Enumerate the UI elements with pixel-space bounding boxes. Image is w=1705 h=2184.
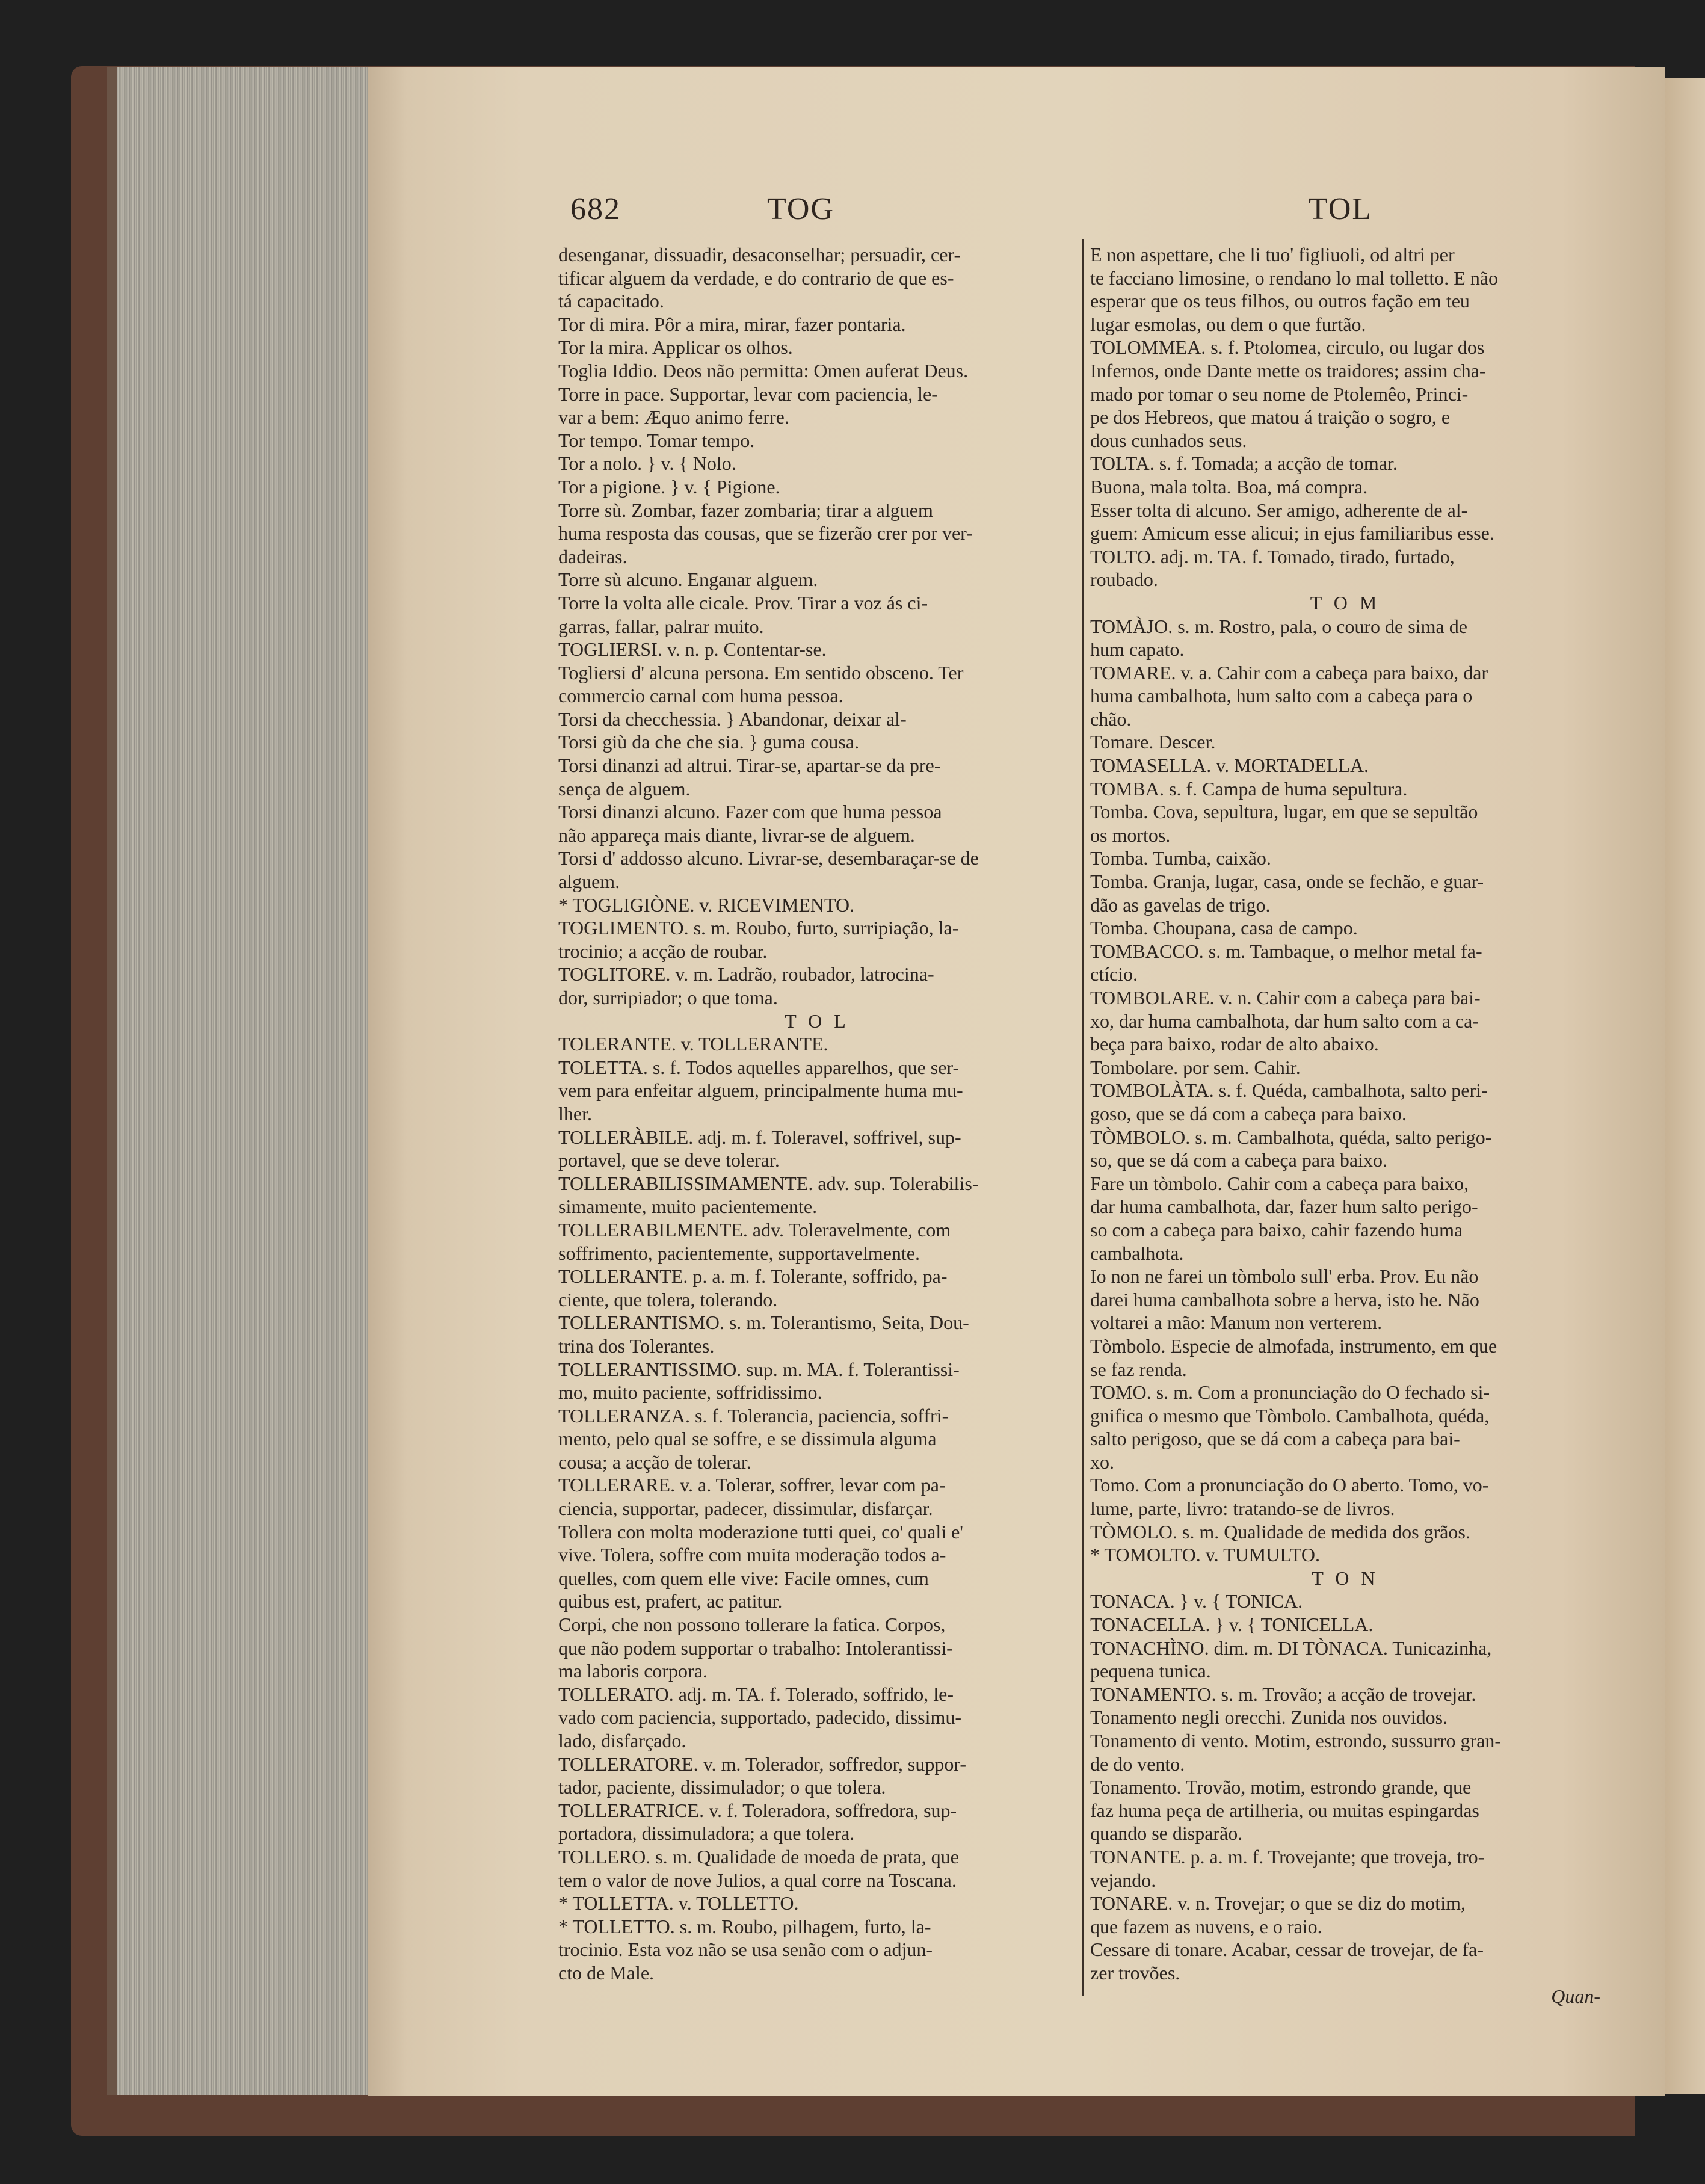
text-line: ciente, que tolera, tolerando. <box>558 1288 778 1310</box>
text-line: pequena tunica. <box>1090 1660 1211 1682</box>
text-line: so, que se dá com a cabeça para baixo. <box>1090 1149 1387 1171</box>
text-line: xo, dar huma cambalhota, dar hum salto com a ca- <box>1090 1010 1479 1032</box>
text-line: TONACELLA. } v. { TONICELLA. <box>1090 1614 1374 1636</box>
text-line: alguem. <box>558 871 620 893</box>
text-line: Torre in pace. Supportar, levar com paciencia, le- <box>558 383 938 405</box>
text-line: TOLLERATO. adj. m. TA. f. Tolerado, soffrido, le- <box>558 1683 954 1705</box>
text-line: * TOGLIGIÒNE. v. RICEVIMENTO. <box>558 893 855 916</box>
header-left: TOG <box>767 192 834 226</box>
text-line: quando se disparão. <box>1090 1822 1243 1845</box>
text-line: Tòmbolo. Especie de almofada, instrumento, em que <box>1090 1334 1497 1357</box>
text-line: TOLOMMEA. s. f. Ptolomea, circulo, ou lugar dos <box>1090 336 1485 359</box>
text-line: TOMO. s. m. Com a pronunciação do O fechado si- <box>1090 1381 1490 1404</box>
text-line: TOLLERARE. v. a. Tolerar, soffrer, levar com pa- <box>558 1474 946 1496</box>
text-line: darei huma cambalhota sobre a herva, isto he. Não <box>1090 1288 1479 1310</box>
text-line: Torsi d' addosso alcuno. Livrar-se, desembaraçar-se de <box>558 847 979 869</box>
text-line: Tomba. Cova, sepultura, lugar, em que se sepultão <box>1090 801 1478 823</box>
text-line: huma cambalhota, hum salto com a cabeça para o <box>1090 685 1473 707</box>
text-line: goso, que se dá com a cabeça para baixo. <box>1090 1102 1407 1124</box>
text-line: pe dos Hebreos, que matou á traição o sogro, e <box>1090 406 1451 428</box>
text-line: Tonamento. Trovão, motim, estrondo grande, que <box>1090 1776 1472 1798</box>
text-line: vive. Tolera, soffre com muita moderação todos a- <box>558 1544 946 1566</box>
text-line: trocinio. Esta voz não se usa senão com o adjun- <box>558 1939 933 1961</box>
text-line: guem: Amicum esse alicui; in ejus familiaribus esse. <box>1090 522 1494 544</box>
text-line: de do vento. <box>1090 1753 1185 1775</box>
text-line: Torre la volta alle cicale. Prov. Tirar a voz ás ci- <box>558 591 928 614</box>
text-line: TÒMBOLO. s. m. Cambalhota, quéda, salto perigo- <box>1090 1126 1492 1148</box>
text-line: se faz renda. <box>1090 1358 1187 1380</box>
text-line: TOMBACCO. s. m. Tambaque, o melhor metal fa- <box>1090 940 1482 962</box>
text-line: TOLETTA. s. f. Todos aquelles apparelhos, que ser- <box>558 1056 960 1078</box>
text-line: chão. <box>1090 708 1132 730</box>
text-line: dadeiras. <box>558 545 627 567</box>
text-line: roubado. <box>1090 569 1158 591</box>
text-line: E non aspettare, che li tuo' figliuoli, od altri per <box>1090 244 1455 265</box>
text-line: Tomba. Granja, lugar, casa, onde se fechão, e guar- <box>1090 871 1484 893</box>
text-line: gnifica o mesmo que Tòmbolo. Cambalhota, quéda, <box>1090 1404 1490 1427</box>
text-line: TONACHÌNO. dim. m. DI TÒNACA. Tunicazinha, <box>1090 1636 1492 1659</box>
text-line: Io non ne farei un tòmbolo sull' erba. Prov. Eu não <box>1090 1265 1479 1288</box>
text-line: os mortos. <box>1090 824 1171 846</box>
text-line: TOLLERANTISSIMO. sup. m. MA. f. Tolerantissi- <box>558 1358 960 1380</box>
text-line: ctício. <box>1090 963 1138 986</box>
text-line: vejando. <box>1090 1869 1156 1891</box>
text-line: Torsi giù da che che sia. } guma cousa. <box>558 731 860 753</box>
text-line: desenganar, dissuadir, desaconselhar; persuadir, cer- <box>558 244 961 265</box>
text-line: TOLERANTE. v. TOLLERANTE. <box>558 1033 828 1055</box>
text-line: que fazem as nuvens, e o raio. <box>1090 1915 1322 1937</box>
page-edges <box>107 67 381 2095</box>
text-line: que não podem supportar o trabalho: Intolerantissi- <box>558 1636 953 1659</box>
text-line: TOLLERANZA. s. f. Tolerancia, paciencia, soffri- <box>558 1404 949 1427</box>
text-line: salto perigoso, que se dá com a cabeça para bai- <box>1090 1428 1460 1450</box>
text-line: TOLLERANTISMO. s. m. Tolerantismo, Seita, Dou- <box>558 1312 969 1334</box>
text-line: tá capacitado. <box>558 290 664 312</box>
text-line: tificar alguem da verdade, e do contrario de que es- <box>558 267 954 289</box>
text-line: garras, fallar, palrar muito. <box>558 615 764 637</box>
text-line: portavel, que se deve tolerar. <box>558 1149 780 1171</box>
text-line: mo, muito paciente, soffridissimo. <box>558 1381 822 1404</box>
text-line: xo. <box>1090 1451 1114 1473</box>
text-line: Tollera con molta moderazione tutti quei, co' quali e' <box>558 1520 964 1543</box>
text-line: Fare un tòmbolo. Cahir com a cabeça para baixo, <box>1090 1172 1469 1194</box>
text-line: * TOLLETTA. v. TOLLETTO. <box>558 1892 799 1914</box>
text-line: TOLTO. adj. m. TA. f. Tomado, tirado, furtado, <box>1090 545 1455 567</box>
text-line: lher. <box>558 1102 592 1124</box>
text-line: ma laboris corpora. <box>558 1660 708 1682</box>
text-line: mado por tomar o seu nome de Ptolemêo, Princi- <box>1090 383 1469 405</box>
text-line: T O N <box>1312 1567 1379 1589</box>
text-line: * TOLLETTO. s. m. Roubo, pilhagem, furto, la- <box>558 1915 931 1937</box>
text-line: Toglia Iddio. Deos não permitta: Omen auferat Deus. <box>558 359 969 381</box>
left-column <box>558 243 1076 1985</box>
text-line: Tombolare. por sem. Cahir. <box>1090 1056 1301 1078</box>
text-line: dous cunhados seus. <box>1090 429 1247 451</box>
text-line: simamente, muito pacientemente. <box>558 1195 818 1218</box>
facing-page-edge <box>1665 78 1705 2094</box>
text-line: dor, surripiador; o que toma. <box>558 987 778 1008</box>
text-line: lado, disfarçado. <box>558 1730 686 1751</box>
text-line: Torre sù. Zombar, fazer zombaria; tirar a alguem <box>558 499 933 521</box>
text-line: TONACA. } v. { TONICA. <box>1090 1590 1303 1612</box>
text-line: TONANTE. p. a. m. f. Trovejante; que troveja, tro- <box>1090 1845 1485 1868</box>
text-line: TOLLERATRICE. v. f. Toleradora, soffredora, sup- <box>558 1799 957 1821</box>
text-line: TOLLERABILISSIMAMENTE. adv. sup. Tolerabilis- <box>558 1172 979 1194</box>
text-line: quibus est, prafert, ac patitur. <box>558 1590 783 1612</box>
text-line: Infernos, onde Dante mette os traidores; assim cha- <box>1090 359 1486 381</box>
text-line: trina dos Tolerantes. <box>558 1334 715 1357</box>
text-line: Tor tempo. Tomar tempo. <box>558 429 755 451</box>
text-line: ciencia, supportar, padecer, dissimular, disfarçar. <box>558 1498 933 1520</box>
text-line: soffrimento, pacientemente, supportavelmente. <box>558 1242 920 1264</box>
text-line: Quan- <box>1551 1985 1600 2007</box>
text-line: dão as gavelas de trigo. <box>1090 893 1271 916</box>
text-line: vem para enfeitar alguem, principalmente huma mu- <box>558 1079 963 1102</box>
text-line: lume, parte, livro: tratando-se de livros. <box>1090 1498 1395 1520</box>
text-line: Tor a pigione. } v. { Pigione. <box>558 475 780 498</box>
text-line: Tor di mira. Pôr a mira, mirar, fazer pontaria. <box>558 313 906 335</box>
text-line: faz huma peça de artilheria, ou muitas espingardas <box>1090 1799 1479 1821</box>
text-line: sença de alguem. <box>558 777 691 800</box>
text-line: TOLTA. s. f. Tomada; a acção de tomar. <box>1090 452 1398 475</box>
text-line: vado com paciencia, supportado, padecido, dissimu- <box>558 1706 962 1729</box>
text-line: zer trovões. <box>1090 1961 1180 1984</box>
text-line: TOMBOLARE. v. n. Cahir com a cabeça para bai- <box>1090 987 1481 1008</box>
text-line: voltarei a mão: Manum non verterem. <box>1090 1312 1383 1334</box>
text-line: var a bem: Æquo animo ferre. <box>558 406 789 428</box>
column-divider <box>1082 239 1084 1996</box>
text-line: Torsi dinanzi ad altrui. Tirar-se, apartar-se da pre- <box>558 754 941 777</box>
text-line: TOLLERÀBILE. adj. m. f. Toleravel, soffrivel, sup- <box>558 1126 961 1148</box>
right-column <box>1090 243 1600 2008</box>
text-line: Tor la mira. Applicar os olhos. <box>558 336 793 359</box>
text-line: dar huma cambalhota, dar, fazer hum salto perigo- <box>1090 1195 1478 1218</box>
text-line: TOGLITORE. v. m. Ladrão, roubador, latrocina- <box>558 963 934 986</box>
text-line: Tonamento negli orecchi. Zunida nos ouvidos. <box>1090 1706 1448 1729</box>
text-line: TÒMOLO. s. m. Qualidade de medida dos grãos. <box>1090 1520 1470 1543</box>
page-number: 682 <box>570 192 621 226</box>
text-line: TOLLERATORE. v. m. Tolerador, soffredor, suppor- <box>558 1753 967 1775</box>
text-line: cto de Male. <box>558 1961 655 1984</box>
text-line: commercio carnal com huma pessoa. <box>558 685 843 707</box>
header-right: TOL <box>1309 192 1373 226</box>
text-line: quelles, com quem elle vive: Facile omnes, cum <box>558 1567 929 1589</box>
text-line: TOLLERABILMENTE. adv. Toleravelmente, com <box>558 1218 951 1241</box>
text-line: Torsi da checchessia. } Abandonar, deixar al- <box>558 708 907 730</box>
text-line: Esser tolta di alcuno. Ser amigo, adherente de al- <box>1090 499 1468 521</box>
text-line: huma resposta das cousas, que se fizerão crer por ver- <box>558 522 973 544</box>
text-line: beça para baixo, rodar de alto abaixo. <box>1090 1033 1379 1055</box>
text-line: Tomare. Descer. <box>1090 731 1216 753</box>
text-line: cousa; a acção de tolerar. <box>558 1451 751 1473</box>
text-line: * TOMOLTO. v. TUMULTO. <box>1090 1544 1320 1566</box>
text-line: TOMÀJO. s. m. Rostro, pala, o couro de sima de <box>1090 615 1467 637</box>
text-line: portadora, dissimuladora; a que tolera. <box>558 1822 855 1845</box>
text-line: TOMARE. v. a. Cahir com a cabeça para baixo, dar <box>1090 661 1488 683</box>
text-line: TONAMENTO. s. m. Trovão; a acção de trovejar. <box>1090 1683 1476 1705</box>
text-line: Cessare di tonare. Acabar, cessar de trovejar, de fa- <box>1090 1939 1484 1961</box>
text-line: Torsi dinanzi alcuno. Fazer com que huma pessoa <box>558 801 942 823</box>
text-line: Corpi, che non possono tollerare la fatica. Corpos, <box>558 1614 946 1636</box>
text-line: lugar esmolas, ou dem o que furtão. <box>1090 313 1366 335</box>
text-line: TONARE. v. n. Trovejar; o que se diz do motim, <box>1090 1892 1466 1914</box>
text-line: cambalhota. <box>1090 1242 1184 1264</box>
text-line: Tonamento di vento. Motim, estrondo, sussurro gran- <box>1090 1730 1501 1751</box>
text-line: TOLLERANTE. p. a. m. f. Tolerante, soffrido, pa- <box>558 1265 948 1288</box>
text-line: não appareça mais diante, livrar-se de alguem. <box>558 824 915 846</box>
text-line: Tomba. Choupana, casa de campo. <box>1090 917 1358 939</box>
text-line: TOGLIERSI. v. n. p. Contentar-se. <box>558 638 827 661</box>
text-line: Tomba. Tumba, caixão. <box>1090 847 1271 869</box>
text-line: mento, pelo qual se soffre, e se dissimula alguma <box>558 1428 937 1450</box>
text-line: tem o valor de nove Julios, a qual corre na Toscana. <box>558 1869 957 1891</box>
text-line: Tor a nolo. } v. { Nolo. <box>558 452 736 475</box>
text-line: trocinio; a acção de roubar. <box>558 940 768 962</box>
text-line: tador, paciente, dissimulador; o que tolera. <box>558 1776 886 1798</box>
text-line: TOMASELLA. v. MORTADELLA. <box>1090 754 1369 777</box>
text-line: esperar que os teus filhos, ou outros fação em teu <box>1090 290 1470 312</box>
text-line: hum capato. <box>1090 638 1185 661</box>
text-line: TOMBA. s. f. Campa de huma sepultura. <box>1090 777 1408 800</box>
text-line: TOMBOLÀTA. s. f. Quéda, cambalhota, salto peri- <box>1090 1079 1488 1102</box>
text-line: so com a cabeça para baixo, cahir fazendo huma <box>1090 1218 1463 1241</box>
text-line: Buona, mala tolta. Boa, má compra. <box>1090 475 1368 498</box>
text-line: te facciano limosine, o rendano lo mal tolletto. E não <box>1090 267 1499 289</box>
text-line: TOGLIMENTO. s. m. Roubo, furto, surripiação, la- <box>558 917 959 939</box>
text-line: Togliersi d' alcuna persona. Em sentido obsceno. Ter <box>558 661 964 683</box>
text-line: Tomo. Com a pronunciação do O aberto. Tomo, vo- <box>1090 1474 1489 1496</box>
text-line: T O M <box>1310 591 1381 614</box>
text-line: Torre sù alcuno. Enganar alguem. <box>558 569 818 591</box>
text-line: TOLLERO. s. m. Qualidade de moeda de prata, que <box>558 1845 959 1868</box>
text-line: T O L <box>785 1010 849 1032</box>
